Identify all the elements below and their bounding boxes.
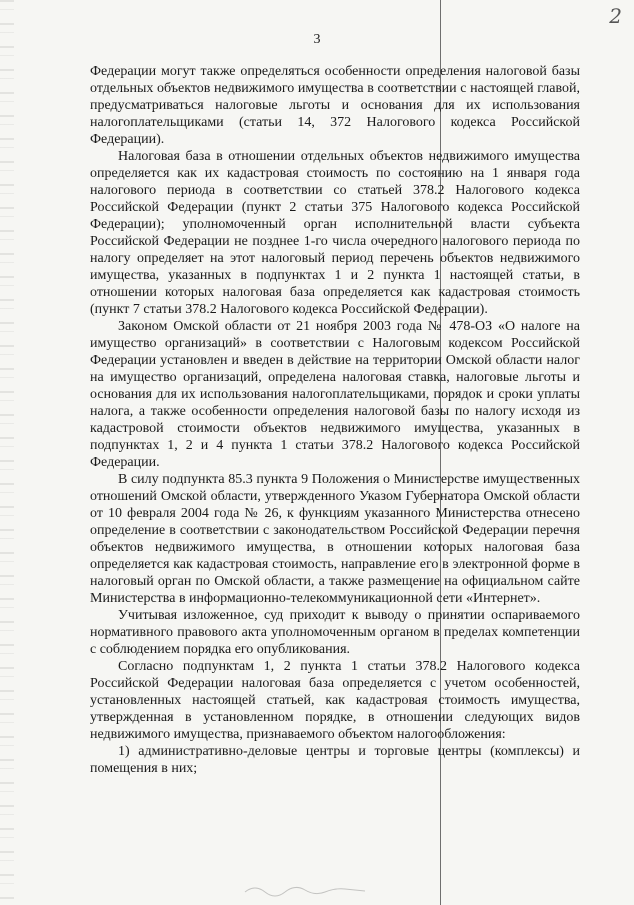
handwritten-page-mark: 2: [609, 4, 622, 28]
paragraph-conclusion: Учитывая изложенное, суд приходит к выводу о принятии оспариваемого нормативного правового акта уполномоченным органом в пределах компетенции с соблюдением порядка его опубликования.: [90, 608, 580, 657]
paragraph-ministry: В силу подпункта 85.3 пункта 9 Положения о Министерстве имущественных отношений Омской области, утвержденного Указом Губернатора Омской области от 10 февраля 2004 года № 26, к функциям указанного Министерства отнесено определение в соответствии с законодательством Российской Федерации перечня объектов недвижимого имущества, в отношении которых налоговая база определяется как кадастровая стоимость, направление его в электронной форме в налоговый орган по Омской области, а также размещение на официальном сайте Министерства в информационно-телекоммуникационной сети «Интернет».: [90, 472, 580, 606]
page-number: 3: [313, 32, 321, 47]
paragraph-tax-base: Налоговая база в отношении отдельных объектов недвижимого имущества определяется как их кадастровая стоимость по состоянию на 1 января года налогового периода в соответствии со статьей 378.2 Налогового кодекса Российской Федерации (пункт 2 статьи 375 Налогового кодекса Российской Федерации); уполномоченный орган исполнительной власти субъекта Российской Федерации не позднее 1-го числа очередного налогового периода по налогу определяет на этот налоговый период перечень объектов недвижимого имущества, указанных в подпунктах 1 и 2 пункта 1 настоящей статьи, в отношении которых налоговая база определяется как кадастровая стоимость (пункт 7 статьи 378.2 Налогового кодекса Российской Федерации).: [90, 149, 580, 317]
body-text: [90, 63, 580, 777]
paragraph-continuation: Федерации могут также определяться особенности определения налоговой базы отдельных объектов недвижимого имущества в соответствии с настоящей главой, предусматриваться налоговые льготы и основания для их использования налогоплательщиками (статьи 14, 372 Налогового кодекса Российской Федерации).: [90, 64, 580, 147]
faint-stamp-mark: [240, 878, 380, 898]
scan-edge: [0, 0, 14, 905]
paragraph-list-item-1: 1) административно-деловые центры и торговые центры (комплексы) и помещения в них;: [90, 744, 580, 776]
paragraph-omsk-law: Законом Омской области от 21 ноября 2003 года № 478-ОЗ «О налоге на имущество организаций» в соответствии с Налоговым кодексом Российской Федерации установлен и введен в действие на территории Омской области налог на имущество организаций, определена налоговая ставка, налоговые льготы и основания для их использования налогоплательщиками, порядок и сроки уплаты налога, а также особенности определения налоговой базы по налогу исходя из кадастровой стоимости объектов недвижимого имущества, указанных в подпунктах 1, 2 и 4 пункта 1 статьи 378.2 Налогового кодекса Российской Федерации.: [90, 319, 580, 470]
paragraph-article: Согласно подпунктам 1, 2 пункта 1 статьи 378.2 Налогового кодекса Российской Федерации налоговая база определяется с учетом особенностей, установленных настоящей статьей, как кадастровая стоимость имущества, утвержденная в установленном порядке, в отношении следующих видов недвижимого имущества, признаваемого объектом налогообложения:: [90, 659, 580, 742]
